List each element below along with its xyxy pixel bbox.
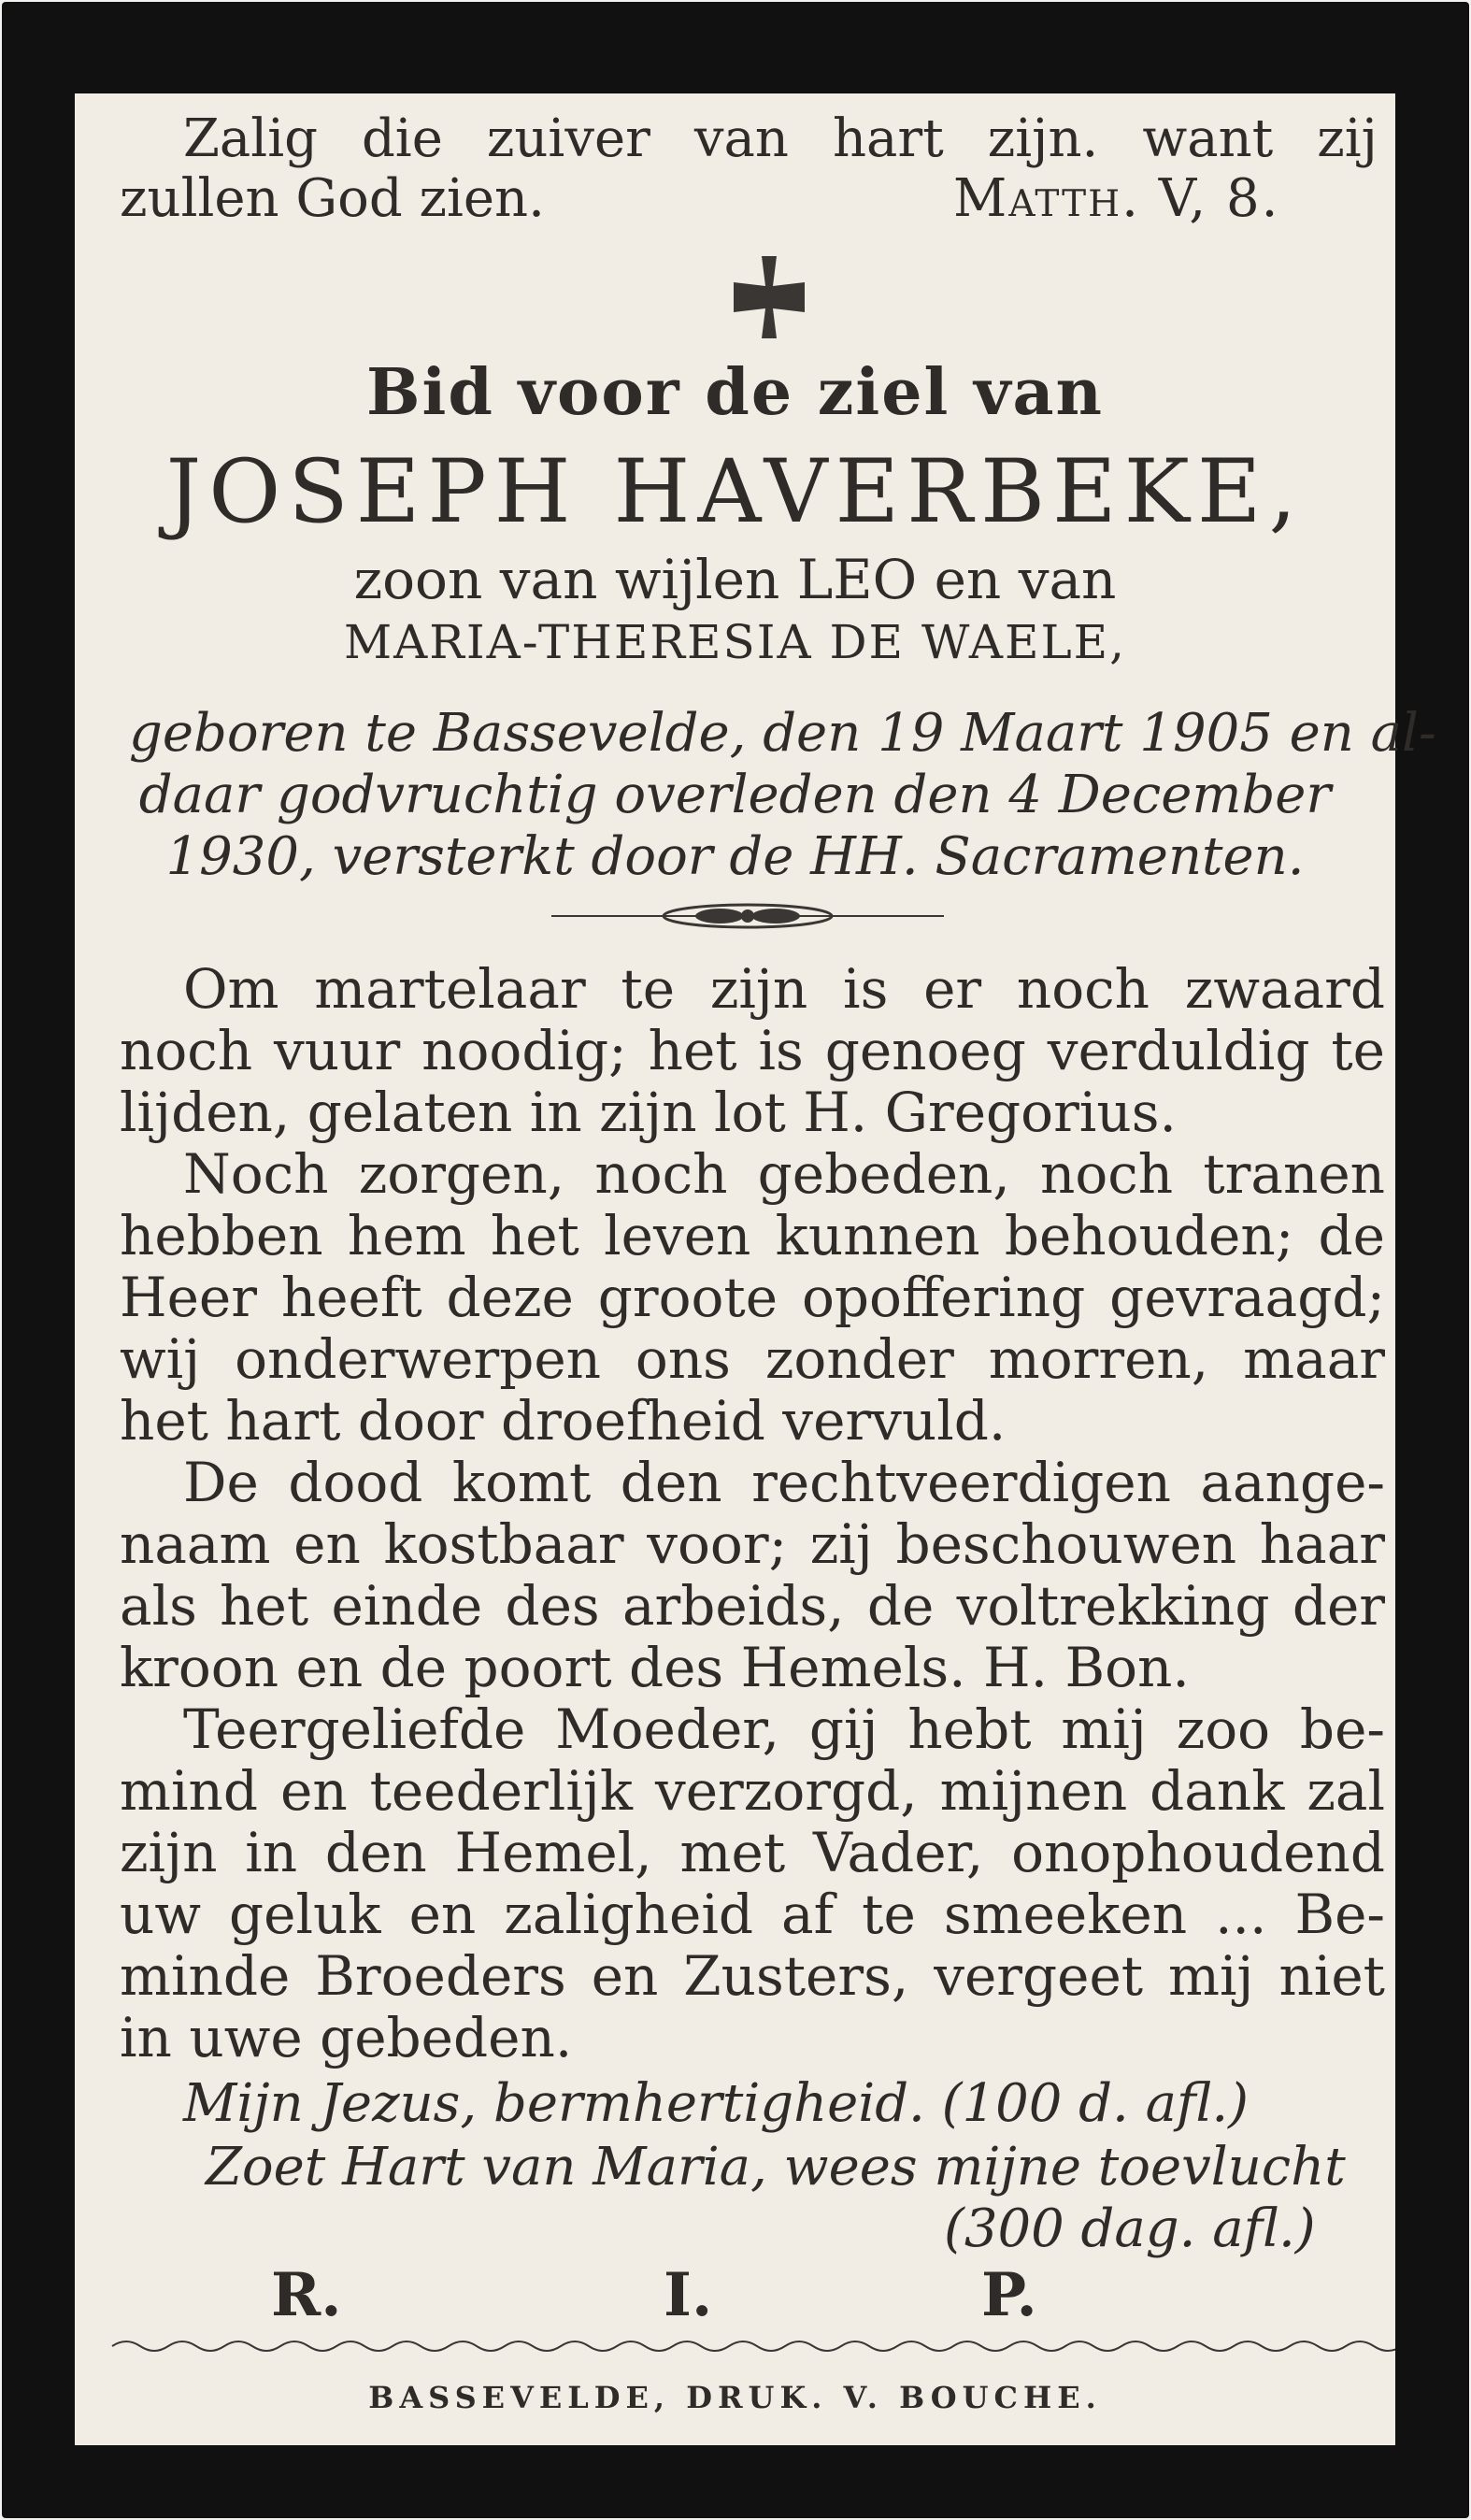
prayer-line-2: Zoet Hart van Maria, wees mijne toevlucht <box>206 2137 1346 2198</box>
epigraph-reference: Matth. V, 8. <box>953 168 1280 229</box>
card-paper <box>75 93 1436 2445</box>
birth-line-3: 1930, versterkt door de HH. Sacramenten. <box>165 826 1305 887</box>
body-line: zijn in den Hemel, met Vader, onophoudend <box>120 1821 1385 1884</box>
body-line: uw geluk en zaligheid af te smeeken ... Be- <box>120 1883 1385 1946</box>
wavy-rule <box>75 2335 1395 2357</box>
memorial-card <box>2 2 1469 2518</box>
parents-line-2: MARIA-THERESIA DE WAELE, <box>343 615 1127 669</box>
ornament-divider <box>551 897 944 935</box>
parents-line-1: zoon van wijlen LEO en van <box>353 548 1117 611</box>
epigraph-line-1: Zalig die zuiver van hart zijn. want zij <box>183 108 1378 169</box>
prayer-title: Bid voor de ziel van <box>366 355 1104 430</box>
deceased-name: JOSEPH HAVERBEKE, <box>165 441 1305 543</box>
body-line: in uwe gebeden. <box>120 2006 573 2069</box>
body-line: hebben hem het leven kunnen behouden; de <box>120 1204 1385 1267</box>
printer-imprint: BASSEVELDE, DRUK. V. BOUCHE. <box>368 2380 1102 2415</box>
prayer-line-1: Mijn Jezus, bermhertigheid. (100 d. afl.) <box>183 2073 1250 2134</box>
body-line: De dood komt den rechtveerdigen aange- <box>183 1451 1385 1514</box>
body-line: Om martelaar te zijn is er noch zwaard <box>183 957 1385 1021</box>
body-line: kroon en de poort des Hemels. H. Bon. <box>120 1636 1190 1699</box>
prayer-line-3: (300 dag. afl.) <box>944 2198 1316 2259</box>
birth-line-2: daar godvruchtig overleden den 4 December <box>138 765 1332 825</box>
body-line: wij onderwerpen ons zonder morren, maar <box>120 1327 1385 1391</box>
body-line: het hart door droefheid vervuld. <box>120 1389 1007 1453</box>
body-line: Noch zorgen, noch gebeden, noch tranen <box>183 1142 1385 1206</box>
body-line: Teergeliefde Moeder, gij hebt mij zoo be- <box>183 1697 1385 1761</box>
body-line: lijden, gelaten in zijn lot H. Gregorius. <box>120 1081 1177 1144</box>
rip-i: I. <box>664 2260 713 2330</box>
birth-line-1: geboren te Bassevelde, den 19 Maart 1905 en al- <box>129 703 1436 764</box>
body-line: minde Broeders en Zusters, vergeet mij niet <box>120 1944 1385 2008</box>
epigraph-line-2: zullen God zien. <box>120 168 545 229</box>
cross-icon <box>724 252 814 342</box>
body-line: naam en kostbaar voor; zij beschouwen haar <box>120 1512 1385 1576</box>
body-line: noch vuur noodig; het is genoeg verduldig te <box>120 1019 1385 1082</box>
body-line: mind en teederlijk verzorgd, mijnen dank zal <box>120 1759 1385 1823</box>
rip-r: R. <box>271 2260 342 2330</box>
body-line: Heer heeft deze groote opoffering gevraagd; <box>120 1266 1385 1329</box>
body-line: als het einde des arbeids, de voltrekking der <box>120 1574 1385 1638</box>
rip-p: P. <box>981 2260 1037 2330</box>
